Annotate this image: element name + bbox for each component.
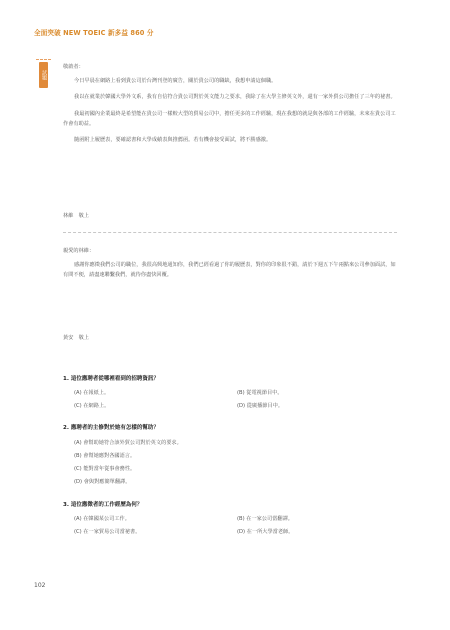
- letter1: [63, 62, 397, 151]
- question-number: 1.: [63, 376, 69, 382]
- question-text: 這位應聘者從哪裡看到的招聘資訊？: [70, 376, 159, 382]
- letter1-signature: 林維 敬上: [63, 213, 89, 219]
- question-3-option-d[interactable]: (D) 在一所大學當老師。: [237, 529, 294, 535]
- question-1-option-a[interactable]: (A) 在報紙上。: [74, 390, 110, 396]
- letter1-paragraph: 我以在就業於韓國大學外文系，我有自信符合貴公司對於英文能力之要求，我除了在大學主修英文外，還有一家外貿公司擔任了三年的祕書。: [74, 94, 396, 101]
- page-number: 102: [34, 582, 46, 589]
- question-2-option-b[interactable]: (B) 會幫她應對各國語言。: [74, 453, 136, 459]
- letter2-signature: 黃安 敬上: [63, 335, 89, 341]
- letter1-paragraph: 隨函附上履歷表，要確認書和大學成績表與推薦函。若有機會接受面試，將不勝感激。: [74, 137, 272, 144]
- section-divider: [63, 232, 397, 233]
- letter1-paragraph: 我最初國內企業最終是希望能在貴公司一樣較大型的貿易公司中，擔任更多的工作經驗，現在我想的就是與各部的工作經驗，未來在貴公司工作會有助益。: [63, 110, 396, 127]
- question-1-option-b[interactable]: (B) 從電視節目中。: [237, 390, 283, 396]
- question-2-option-d[interactable]: (D) 會與對應簡單翻譯。: [74, 479, 131, 485]
- question-1-option-d[interactable]: (D) 從廣播節目中。: [237, 403, 284, 409]
- question-2: [63, 423, 159, 431]
- letter2-paragraph: 感謝你應徵我們公司的職位，我很高興地通知你，我們已經看過了你的履歷表，對你的印象很不錯，請於下週五下午兩點來公司參加面試，如有問不便，請盡速聯繫我們，就待你盡快回覆。: [63, 262, 396, 279]
- question-3-option-b[interactable]: (B) 在一家公司當翻譯。: [237, 516, 293, 522]
- question-number: 3.: [63, 502, 69, 508]
- letter1-paragraph: 今日早晨在網路上看到貴公司於台灣刊登的廣告，關於貴公司的職缺，我想申請這個職。: [74, 78, 277, 85]
- question-number: 2.: [63, 425, 69, 431]
- question-text: 這位應徵者的工作經歷為何？: [70, 502, 143, 508]
- question-2-option-a[interactable]: (A) 會幫助她符合該外貿公司對於英文的要求。: [74, 440, 182, 446]
- question-text: 應聘者的主修對於她有怎樣的幫助？: [70, 425, 159, 431]
- letter1-salutation: 敬啟者：: [63, 64, 84, 70]
- section-tag: 試題: [39, 62, 48, 88]
- question-3-option-a[interactable]: (A) 在韓國某公司工作。: [74, 516, 130, 522]
- running-header: 全面突破 NEW TOEIC 新多益 860 分: [34, 29, 154, 37]
- question-3-option-c[interactable]: (C) 在一家貿易公司當祕書。: [74, 529, 141, 535]
- letter2-salutation: 親愛的林維：: [63, 248, 95, 254]
- letter2: [63, 246, 397, 287]
- question-1-option-c[interactable]: (C) 在網路上。: [74, 403, 110, 409]
- question-1: [63, 374, 159, 382]
- question-3: [63, 500, 142, 508]
- question-2-option-c[interactable]: (C) 能對當年從事會務性。: [74, 466, 136, 472]
